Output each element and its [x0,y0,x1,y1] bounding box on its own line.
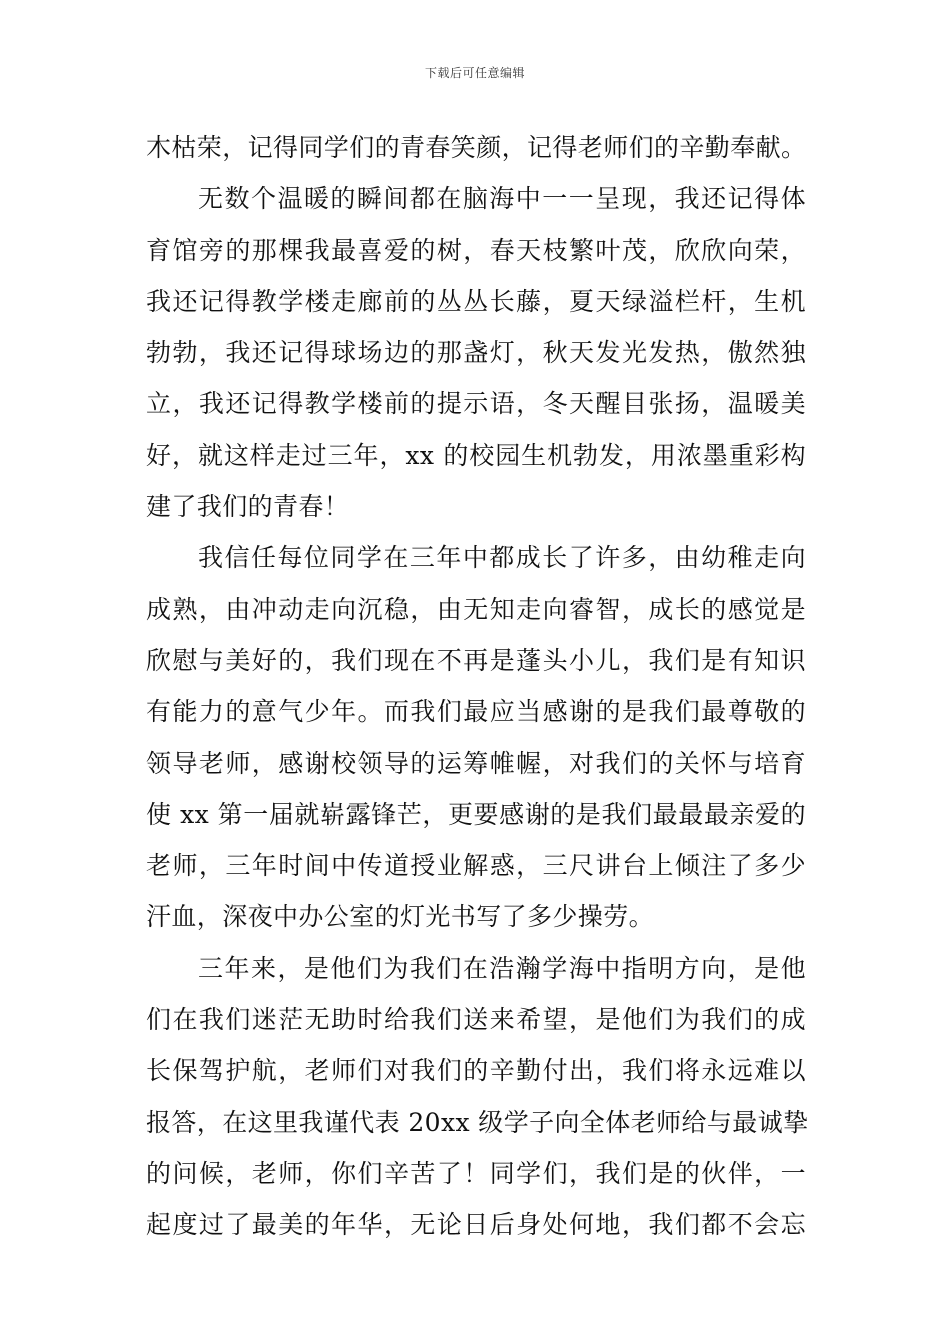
text-line: 长保驾护航，老师们对我们的辛勤付出，我们将永远难以 [146,1056,806,1086]
text-line: 我还记得教学楼走廊前的丛丛长藤，夏天绿溢栏杆，生机 [146,286,806,316]
page-header: 下载后可任意编辑 [424,66,525,80]
text-line: 勃勃，我还记得球场边的那盏灯，秋天发光发热，傲然独 [146,338,806,368]
text-line: 老师，三年时间中传道授业解惑，三尺讲台上倾注了多少 [146,851,806,881]
text-line: 育馆旁的那棵我最喜爱的树，春天枝繁叶茂，欣欣向荣， [146,235,806,265]
text-line: 使 xx 第一届就崭露锋芒，更要感谢的是我们最最最亲爱的 [146,799,806,829]
text-line: 有能力的意气少年。而我们最应当感谢的是我们最尊敬的 [146,697,806,727]
text-line: 建了我们的青春！ [146,492,350,522]
text-line: 报答，在这里我谨代表 20xx 级学子向全体老师给与最诚挚 [146,1107,809,1137]
text-line: 无数个温暖的瞬间都在脑海中一一呈现，我还记得体 [198,184,806,214]
text-line: 木枯荣，记得同学们的青春笑颜，记得老师们的辛勤奉献。 [146,133,807,162]
text-line: 成熟，由冲动走向沉稳，由无知走向睿智，成长的感觉是 [146,594,806,624]
text-line: 起度过了最美的年华，无论日后身处何地，我们都不会忘 [146,1210,806,1240]
text-line: 汗血，深夜中办公室的灯光书写了多少操劳。 [146,902,655,932]
text-line: 领导老师，感谢校领导的运筹帷幄，对我们的关怀与培育 [146,748,806,778]
text-line: 们在我们迷茫无助时给我们送来希望，是他们为我们的成 [146,1005,806,1035]
text-line: 三年来，是他们为我们在浩瀚学海中指明方向，是他 [198,953,806,983]
text-line: 我信任每位同学在三年中都成长了许多，由幼稚走向 [198,543,806,573]
document-body [146,122,809,1251]
text-line: 立，我还记得教学楼前的提示语，冬天醒目张扬，温暖美 [146,389,806,419]
text-line: 的问候，老师，你们辛苦了！同学们，我们是的伙伴，一 [146,1158,806,1188]
text-line: 好，就这样走过三年，xx 的校园生机勃发，用浓墨重彩构 [146,440,806,470]
text-line: 欣慰与美好的，我们现在不再是蓬头小儿，我们是有知识 [146,645,806,675]
